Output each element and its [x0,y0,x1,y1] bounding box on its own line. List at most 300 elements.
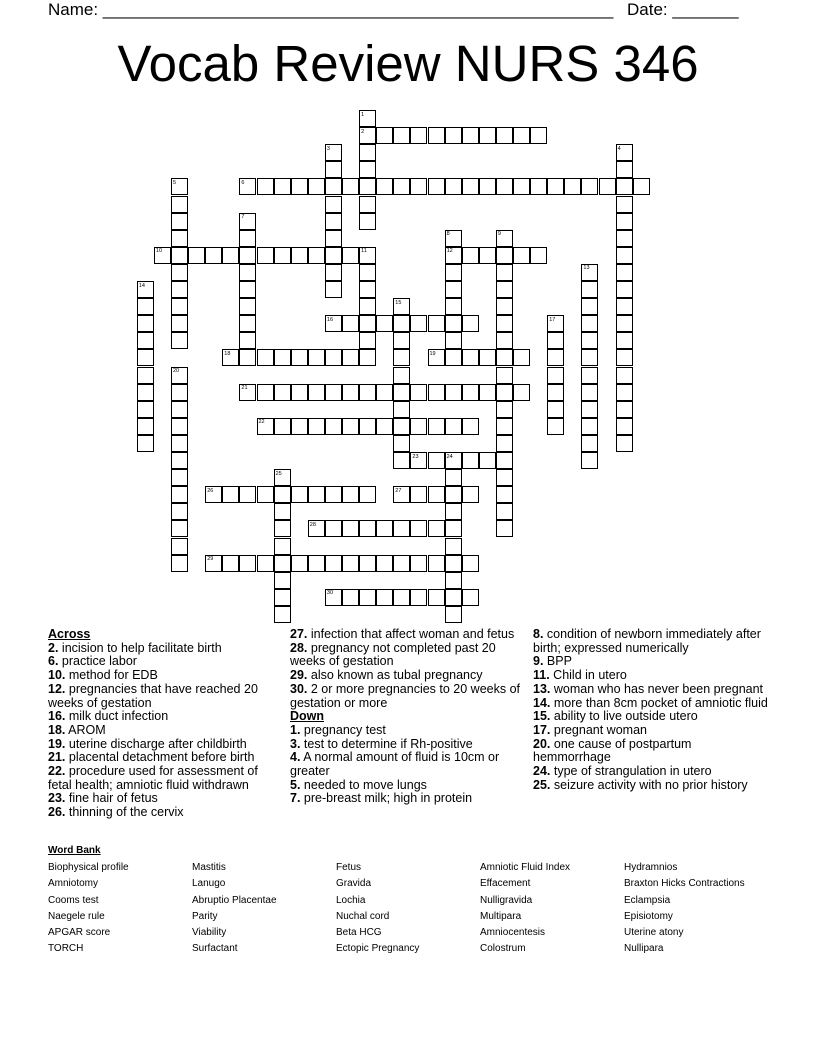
grid-cell[interactable] [496,315,513,332]
grid-cell[interactable] [274,418,291,435]
grid-cell[interactable] [257,384,274,401]
grid-cell[interactable] [342,486,359,503]
grid-cell[interactable] [616,298,633,315]
grid-cell[interactable] [428,589,445,606]
grid-cell[interactable] [325,520,342,537]
grid-cell[interactable] [222,349,239,366]
grid-cell[interactable] [445,264,462,281]
grid-cell[interactable] [445,418,462,435]
grid-cell[interactable] [581,418,598,435]
grid-cell[interactable] [633,178,650,195]
grid-cell[interactable] [616,281,633,298]
grid-cell[interactable] [325,161,342,178]
grid-cell[interactable] [479,452,496,469]
grid-cell[interactable] [462,127,479,144]
grid-cell[interactable] [359,247,376,264]
grid-cell[interactable] [171,538,188,555]
grid-cell[interactable] [205,247,222,264]
grid-cell[interactable] [462,349,479,366]
grid-cell[interactable] [359,315,376,332]
grid-cell[interactable] [222,247,239,264]
grid-cell[interactable] [325,230,342,247]
grid-cell[interactable] [308,247,325,264]
grid-cell[interactable] [445,520,462,537]
grid-cell[interactable] [581,349,598,366]
grid-cell[interactable] [325,315,342,332]
grid-cell[interactable] [496,503,513,520]
grid-cell[interactable] [342,315,359,332]
grid-cell[interactable] [205,486,222,503]
grid-cell[interactable] [188,247,205,264]
grid-cell[interactable] [462,555,479,572]
grid-cell[interactable] [496,127,513,144]
grid-cell[interactable] [513,178,530,195]
grid-cell[interactable] [393,127,410,144]
grid-cell[interactable] [325,349,342,366]
grid-cell[interactable] [308,520,325,537]
grid-cell[interactable] [616,213,633,230]
grid-cell[interactable] [359,127,376,144]
grid-cell[interactable] [445,538,462,555]
grid-cell[interactable] [428,127,445,144]
grid-cell[interactable] [359,161,376,178]
grid-cell[interactable] [359,298,376,315]
grid-cell[interactable] [205,555,222,572]
grid-cell[interactable] [274,503,291,520]
grid-cell[interactable] [445,178,462,195]
grid-cell[interactable] [393,332,410,349]
grid-cell[interactable] [274,247,291,264]
grid-cell[interactable] [479,349,496,366]
grid-cell[interactable] [445,247,462,264]
grid-cell[interactable] [171,230,188,247]
grid-cell[interactable] [496,469,513,486]
grid-cell[interactable] [496,486,513,503]
grid-cell[interactable] [445,281,462,298]
grid-cell[interactable] [462,247,479,264]
grid-cell[interactable] [616,196,633,213]
grid-cell[interactable] [171,298,188,315]
grid-cell[interactable] [410,486,427,503]
grid-cell[interactable] [428,555,445,572]
grid-cell[interactable] [137,418,154,435]
grid-cell[interactable] [359,555,376,572]
grid-cell[interactable] [308,418,325,435]
grid-cell[interactable] [513,127,530,144]
grid-cell[interactable] [222,555,239,572]
grid-cell[interactable] [445,503,462,520]
grid-cell[interactable] [599,178,616,195]
grid-cell[interactable] [547,418,564,435]
grid-cell[interactable] [496,281,513,298]
grid-cell[interactable] [325,555,342,572]
grid-cell[interactable] [274,469,291,486]
grid-cell[interactable] [359,178,376,195]
grid-cell[interactable] [496,264,513,281]
grid-cell[interactable] [616,161,633,178]
grid-cell[interactable] [342,349,359,366]
grid-cell[interactable] [274,555,291,572]
grid-cell[interactable] [581,315,598,332]
grid-cell[interactable] [359,332,376,349]
grid-cell[interactable] [171,178,188,195]
grid-cell[interactable] [359,281,376,298]
grid-cell[interactable] [274,520,291,537]
grid-cell[interactable] [616,230,633,247]
grid-cell[interactable] [445,589,462,606]
grid-cell[interactable] [171,315,188,332]
clue-item [533,765,768,779]
grid-cell[interactable] [496,349,513,366]
grid-cell[interactable] [137,401,154,418]
grid-cell[interactable] [530,127,547,144]
clue-number: 6 [241,179,245,186]
grid-cell[interactable] [359,589,376,606]
grid-cell[interactable] [479,178,496,195]
grid-cell[interactable] [581,264,598,281]
grid-cell[interactable] [445,349,462,366]
date-field[interactable]: Date: _______ [627,0,739,19]
grid-cell[interactable] [445,127,462,144]
grid-cell[interactable] [462,384,479,401]
grid-cell[interactable] [222,486,239,503]
grid-cell[interactable] [274,178,291,195]
grid-cell[interactable] [137,298,154,315]
grid-cell[interactable] [274,606,291,623]
grid-cell[interactable] [171,367,188,384]
grid-cell[interactable] [616,247,633,264]
grid-cell[interactable] [171,196,188,213]
grid-cell[interactable] [137,435,154,452]
grid-cell[interactable] [496,401,513,418]
grid-cell[interactable] [274,384,291,401]
grid-cell[interactable] [239,555,256,572]
grid-cell[interactable] [410,555,427,572]
grid-cell[interactable] [616,384,633,401]
grid-cell[interactable] [496,520,513,537]
grid-cell[interactable] [376,555,393,572]
clue-item [290,669,520,683]
grid-cell[interactable] [291,384,308,401]
grid-cell[interactable] [137,281,154,298]
grid-cell[interactable] [445,452,462,469]
grid-cell[interactable] [171,384,188,401]
grid-cell[interactable] [428,452,445,469]
grid-cell[interactable] [445,486,462,503]
grid-cell[interactable] [308,384,325,401]
grid-cell[interactable] [239,178,256,195]
grid-cell[interactable] [359,213,376,230]
grid-cell[interactable] [616,418,633,435]
grid-cell[interactable] [530,247,547,264]
grid-cell[interactable] [393,589,410,606]
grid-cell[interactable] [581,178,598,195]
grid-cell[interactable] [616,435,633,452]
grid-cell[interactable] [547,332,564,349]
grid-cell[interactable] [445,230,462,247]
grid-cell[interactable] [291,418,308,435]
grid-cell[interactable] [462,486,479,503]
grid-cell[interactable] [257,178,274,195]
grid-cell[interactable] [496,247,513,264]
grid-cell[interactable] [445,572,462,589]
grid-cell[interactable] [479,384,496,401]
grid-cell[interactable] [496,435,513,452]
grid-cell[interactable] [171,435,188,452]
grid-cell[interactable] [376,178,393,195]
grid-cell[interactable] [342,247,359,264]
grid-cell[interactable] [325,247,342,264]
grid-cell[interactable] [325,213,342,230]
grid-cell[interactable] [410,127,427,144]
grid-cell[interactable] [376,384,393,401]
grid-cell[interactable] [291,178,308,195]
grid-cell[interactable] [239,332,256,349]
clue-number-label: 10. [48,668,66,683]
grid-cell[interactable] [547,349,564,366]
grid-cell[interactable] [581,452,598,469]
grid-cell[interactable] [564,178,581,195]
grid-cell[interactable] [274,486,291,503]
grid-cell[interactable] [428,486,445,503]
grid-cell[interactable] [239,230,256,247]
grid-cell[interactable] [410,384,427,401]
grid-cell[interactable] [393,435,410,452]
grid-cell[interactable] [359,418,376,435]
grid-cell[interactable] [308,486,325,503]
grid-cell[interactable] [359,486,376,503]
grid-cell[interactable] [239,384,256,401]
grid-cell[interactable] [171,452,188,469]
grid-cell[interactable] [393,486,410,503]
grid-cell[interactable] [171,418,188,435]
grid-cell[interactable] [239,349,256,366]
grid-cell[interactable] [428,384,445,401]
grid-cell[interactable] [376,418,393,435]
grid-cell[interactable] [171,469,188,486]
grid-cell[interactable] [496,230,513,247]
grid-cell[interactable] [479,127,496,144]
grid-cell[interactable] [325,144,342,161]
grid-cell[interactable] [171,401,188,418]
grid-cell[interactable] [393,367,410,384]
clue-number-label: 25. [533,777,551,792]
grid-cell[interactable] [547,367,564,384]
grid-cell[interactable] [171,213,188,230]
grid-cell[interactable] [496,452,513,469]
grid-cell[interactable] [376,520,393,537]
grid-cell[interactable] [462,589,479,606]
grid-cell[interactable] [137,332,154,349]
grid-cell[interactable] [581,281,598,298]
grid-cell[interactable] [359,520,376,537]
grid-cell[interactable] [359,264,376,281]
grid-cell[interactable] [462,315,479,332]
grid-cell[interactable] [325,281,342,298]
grid-cell[interactable] [410,452,427,469]
grid-cell[interactable] [616,349,633,366]
grid-cell[interactable] [239,247,256,264]
grid-cell[interactable] [428,315,445,332]
grid-cell[interactable] [137,384,154,401]
grid-cell[interactable] [291,486,308,503]
grid-cell[interactable] [616,367,633,384]
grid-cell[interactable] [445,606,462,623]
grid-cell[interactable] [342,178,359,195]
grid-cell[interactable] [154,247,171,264]
grid-cell[interactable] [308,178,325,195]
grid-cell[interactable] [274,349,291,366]
grid-cell[interactable] [171,281,188,298]
grid-cell[interactable] [530,178,547,195]
grid-cell[interactable] [496,367,513,384]
grid-cell[interactable] [325,589,342,606]
grid-cell[interactable] [393,178,410,195]
grid-cell[interactable] [547,384,564,401]
grid-cell[interactable] [616,332,633,349]
grid-cell[interactable] [479,247,496,264]
grid-cell[interactable] [359,349,376,366]
grid-cell[interactable] [239,264,256,281]
grid-cell[interactable] [257,247,274,264]
grid-cell[interactable] [171,503,188,520]
grid-cell[interactable] [496,298,513,315]
grid-cell[interactable] [410,178,427,195]
grid-cell[interactable] [547,315,564,332]
grid-cell[interactable] [445,384,462,401]
grid-cell[interactable] [616,144,633,161]
grid-cell[interactable] [393,349,410,366]
grid-cell[interactable] [342,555,359,572]
grid-cell[interactable] [428,418,445,435]
grid-cell[interactable] [308,555,325,572]
grid-cell[interactable] [325,418,342,435]
grid-cell[interactable] [137,349,154,366]
grid-cell[interactable] [428,349,445,366]
grid-cell[interactable] [462,452,479,469]
grid-cell[interactable] [359,144,376,161]
grid-cell[interactable] [342,589,359,606]
grid-cell[interactable] [393,418,410,435]
grid-cell[interactable] [462,178,479,195]
grid-cell[interactable] [257,418,274,435]
grid-cell[interactable] [376,127,393,144]
grid-cell[interactable] [616,178,633,195]
grid-cell[interactable] [393,555,410,572]
grid-cell[interactable] [428,520,445,537]
grid-cell[interactable] [496,384,513,401]
grid-cell[interactable] [239,486,256,503]
grid-cell[interactable] [291,247,308,264]
grid-cell[interactable] [410,418,427,435]
grid-cell[interactable] [513,384,530,401]
grid-cell[interactable] [171,486,188,503]
grid-cell[interactable] [342,384,359,401]
grid-cell[interactable] [410,589,427,606]
grid-cell[interactable] [581,332,598,349]
grid-cell[interactable] [428,178,445,195]
grid-cell[interactable] [616,315,633,332]
grid-cell[interactable] [547,401,564,418]
grid-cell[interactable] [581,435,598,452]
grid-cell[interactable] [513,247,530,264]
grid-cell[interactable] [291,349,308,366]
grid-cell[interactable] [616,401,633,418]
grid-cell[interactable] [325,486,342,503]
grid-cell[interactable] [410,520,427,537]
grid-cell[interactable] [137,315,154,332]
grid-cell[interactable] [359,196,376,213]
grid-cell[interactable] [445,315,462,332]
clue-number-label: 7. [290,791,301,806]
grid-cell[interactable] [410,315,427,332]
grid-cell[interactable] [393,315,410,332]
grid-cell[interactable] [581,401,598,418]
grid-cell[interactable] [393,520,410,537]
grid-cell[interactable] [325,264,342,281]
name-field[interactable]: Name: ______________________________________________________ [48,0,614,19]
grid-cell[interactable] [274,538,291,555]
grid-cell[interactable] [393,452,410,469]
grid-cell[interactable] [274,572,291,589]
grid-cell[interactable] [393,298,410,315]
grid-cell[interactable] [393,384,410,401]
grid-cell[interactable] [291,555,308,572]
grid-cell[interactable] [239,315,256,332]
grid-cell[interactable] [325,178,342,195]
grid-cell[interactable] [239,298,256,315]
grid-cell[interactable] [359,384,376,401]
grid-cell[interactable] [171,555,188,572]
grid-cell[interactable] [496,418,513,435]
grid-cell[interactable] [171,332,188,349]
clue-number: 11 [361,248,367,255]
grid-cell[interactable] [308,349,325,366]
grid-cell[interactable] [239,213,256,230]
grid-cell[interactable] [376,589,393,606]
grid-cell[interactable] [342,520,359,537]
grid-cell[interactable] [325,196,342,213]
grid-cell[interactable] [359,110,376,127]
grid-cell[interactable] [171,520,188,537]
grid-cell[interactable] [137,367,154,384]
grid-cell[interactable] [274,589,291,606]
grid-cell[interactable] [496,178,513,195]
grid-cell[interactable] [171,264,188,281]
grid-cell[interactable] [376,315,393,332]
grid-cell[interactable] [581,298,598,315]
grid-cell[interactable] [581,384,598,401]
grid-cell[interactable] [257,486,274,503]
grid-cell[interactable] [171,247,188,264]
grid-cell[interactable] [445,555,462,572]
grid-cell[interactable] [445,469,462,486]
grid-cell[interactable] [547,178,564,195]
grid-cell[interactable] [257,349,274,366]
grid-cell[interactable] [445,332,462,349]
grid-cell[interactable] [513,349,530,366]
grid-cell[interactable] [325,384,342,401]
grid-cell[interactable] [342,418,359,435]
grid-cell[interactable] [257,555,274,572]
grid-cell[interactable] [445,298,462,315]
grid-cell[interactable] [616,264,633,281]
grid-cell[interactable] [462,418,479,435]
grid-cell[interactable] [581,367,598,384]
grid-cell[interactable] [239,281,256,298]
grid-cell[interactable] [393,401,410,418]
grid-cell[interactable] [496,332,513,349]
